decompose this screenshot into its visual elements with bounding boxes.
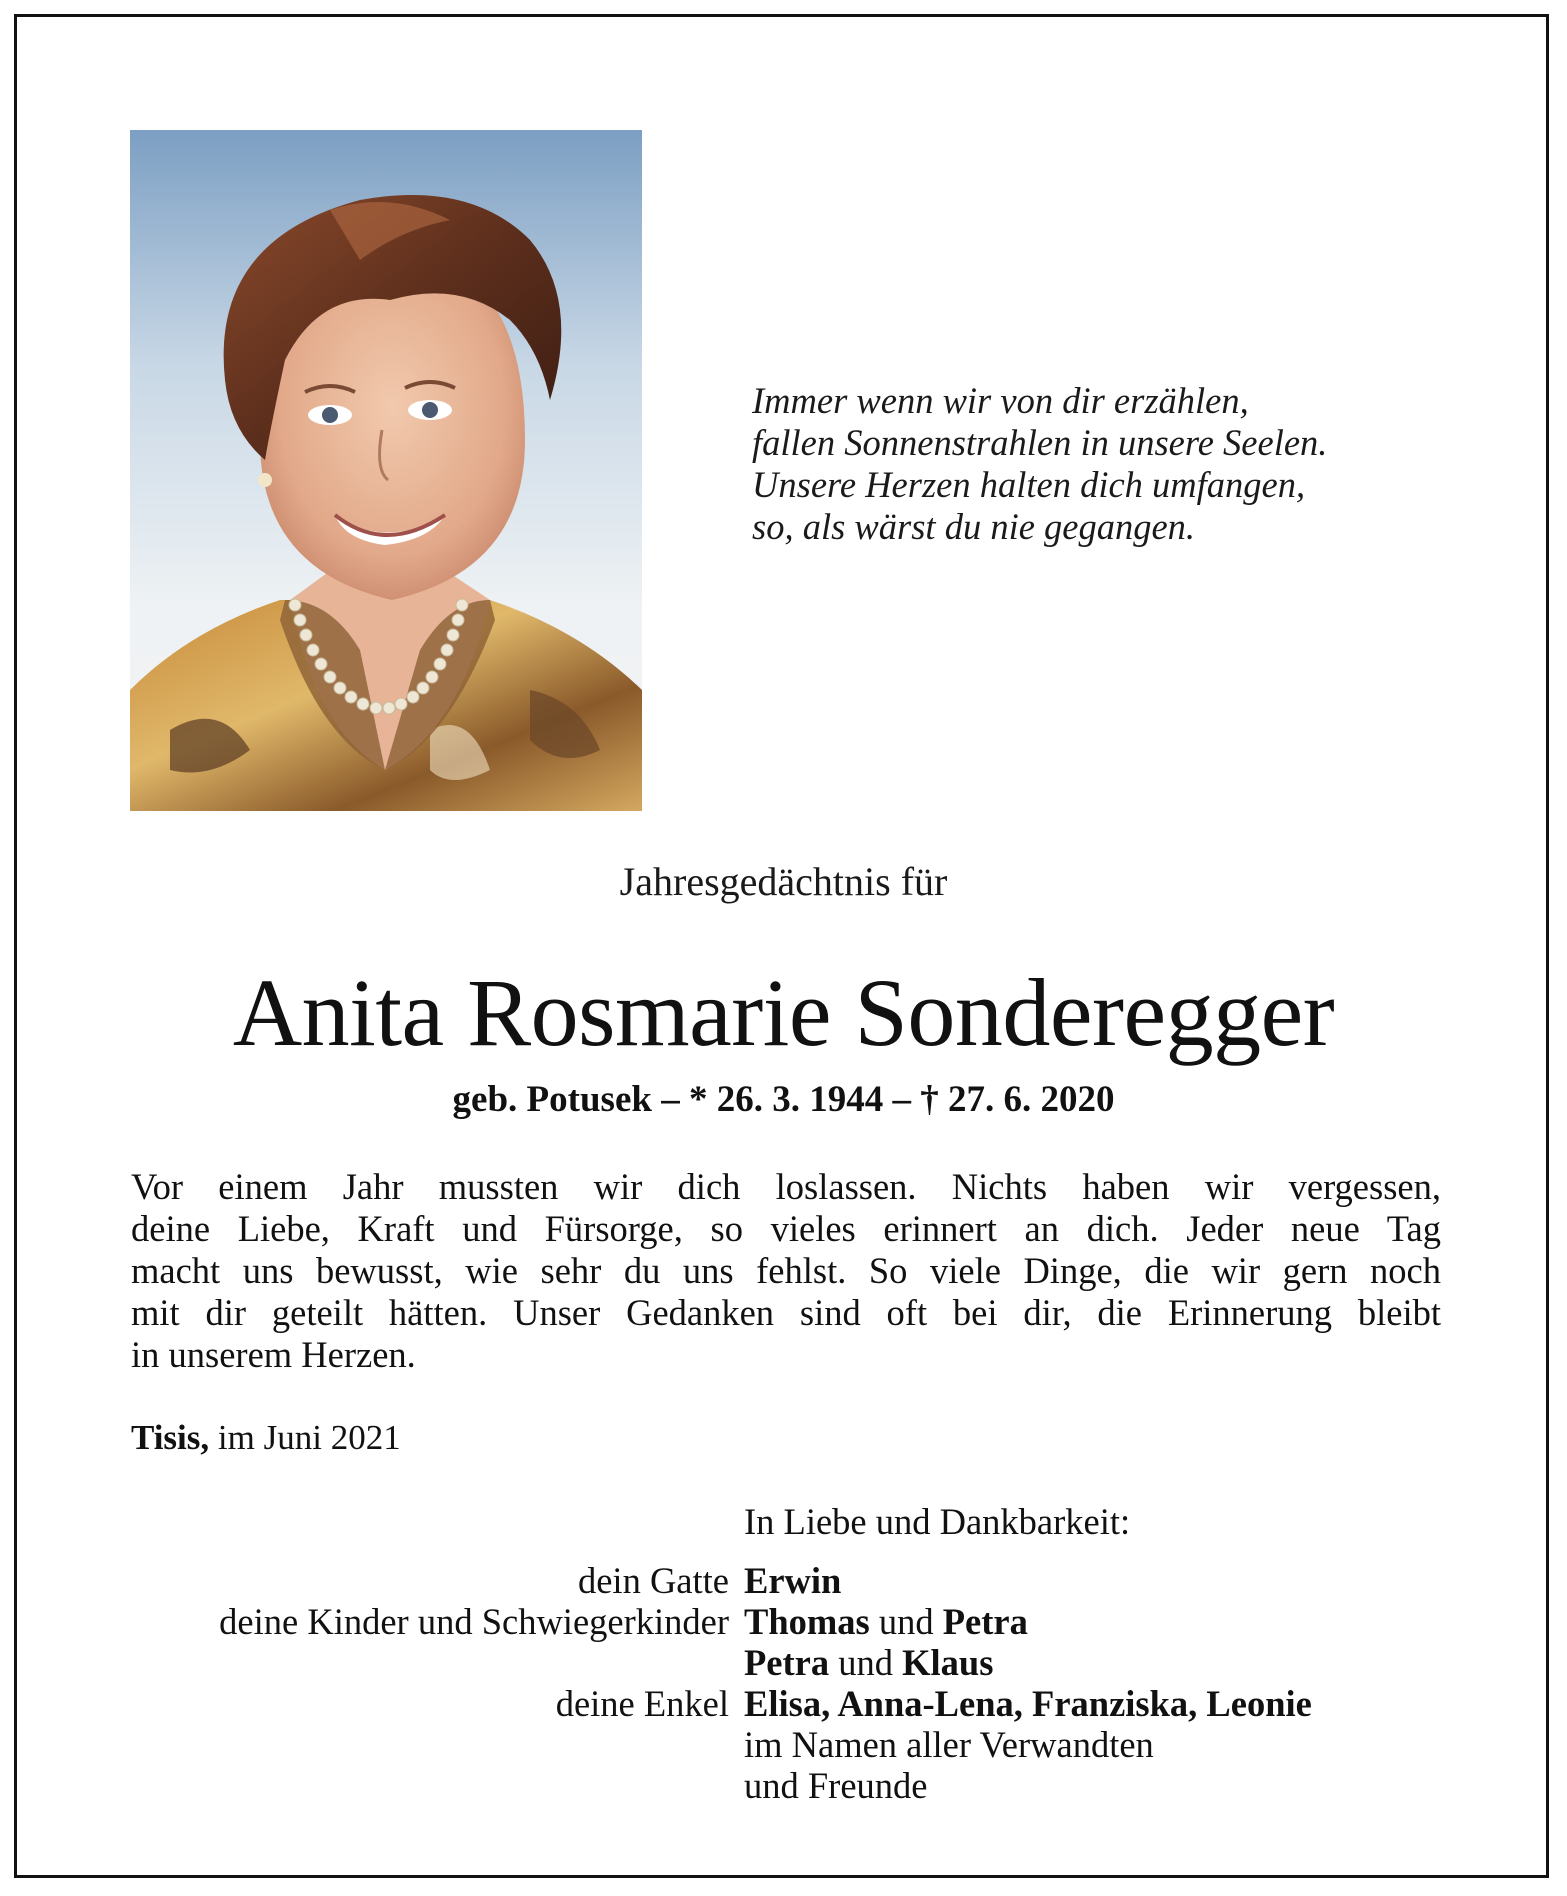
closing-line: und Freunde (744, 1765, 928, 1806)
relation-label: deine Enkel (555, 1683, 729, 1724)
relative-name: Klaus (902, 1642, 994, 1683)
connector: und (878, 1601, 934, 1642)
family-row (0, 1642, 1567, 1683)
portrait-icon (130, 130, 642, 811)
text-line: deine Liebe, Kraft und Fürsorge, so vieles erinnert an dich. Jeder neue Tag (131, 1208, 1441, 1249)
relative-name: Petra (744, 1642, 830, 1683)
place-date (131, 1418, 401, 1458)
family-row (0, 1724, 1567, 1765)
relative-names (744, 1642, 993, 1683)
place-date-text: im Juni 2021 (217, 1418, 401, 1457)
memorial-text (131, 1166, 1441, 1376)
deceased-name: Anita Rosmarie Sonderegger (232, 959, 1335, 1066)
family-row (0, 1560, 1567, 1601)
relative-name: Elisa, Anna-Lena, Franziska, Leonie (744, 1683, 1312, 1724)
poem-line: Unsere Herzen halten dich umfangen, (752, 464, 1306, 505)
relative-name: Petra (942, 1601, 1028, 1642)
portrait-photo (130, 130, 642, 811)
relation-label: dein Gatte (577, 1560, 729, 1601)
text-line: mit dir geteilt hätten. Unser Gedanken sind oft bei dir, die Erinnerung bleibt (131, 1292, 1441, 1333)
closing-line: im Namen aller Verwandten (744, 1724, 1154, 1765)
poem-line: fallen Sonnenstrahlen in unsere Seelen. (752, 422, 1328, 463)
relation-label: deine Kinder und Schwiegerkinder (219, 1601, 729, 1642)
family-row (0, 1683, 1567, 1724)
place-town: Tisis, (131, 1418, 210, 1457)
poem-line: so, als wärst du nie gegangen. (752, 506, 1196, 547)
connector: und (838, 1642, 893, 1683)
relative-names (744, 1560, 841, 1601)
poem-line: Immer wenn wir von dir erzählen, (752, 380, 1249, 421)
thanks-heading: In Liebe und Dankbarkeit: (744, 1501, 1131, 1542)
relative-names (744, 1601, 1028, 1642)
family-row (0, 1601, 1567, 1642)
text-line: in unserem Herzen. (131, 1334, 416, 1375)
poem (752, 380, 1472, 548)
family-row (0, 1765, 1567, 1806)
relative-names (744, 1683, 1312, 1724)
family-list (0, 1560, 1567, 1806)
text-line: Vor einem Jahr mussten wir dich loslassen. Nichts haben wir vergessen, (131, 1166, 1441, 1207)
memorial-intro: Jahresgedächtnis für (619, 859, 948, 904)
relative-name: Erwin (744, 1560, 842, 1601)
text-line: macht uns bewusst, wie sehr du uns fehlst. So viele Dinge, die wir gern noch (131, 1250, 1441, 1291)
relative-name: Thomas (744, 1601, 870, 1642)
birth-death-dates: geb. Potusek – * 26. 3. 1944 – † 27. 6. 2020 (452, 1079, 1115, 1120)
